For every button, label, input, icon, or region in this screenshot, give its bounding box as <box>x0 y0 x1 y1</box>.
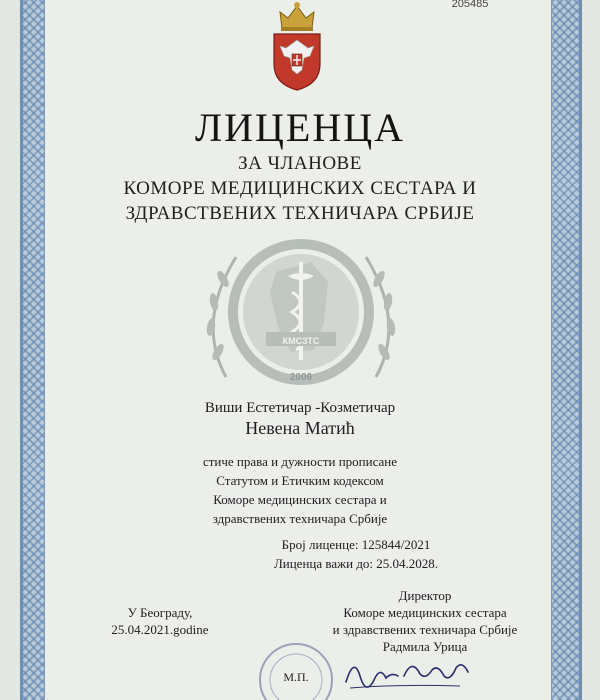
emblem-year: 2006 <box>289 372 313 383</box>
license-validity: Лиценца важи до: 25.04.2028. <box>273 556 439 571</box>
document-title: ЛИЦЕНЦА <box>195 105 405 150</box>
duties-line-3: Коморе медицинских сестара и <box>213 492 387 507</box>
duties-line-4: здравствених техничара Србије <box>212 511 388 526</box>
emblem-abbreviation: КМСЗТС <box>282 336 320 346</box>
director-signature <box>340 646 480 696</box>
subtitle-line-2: КОМОРЕ МЕДИЦИНСКИХ СЕСТАРА И <box>123 178 477 199</box>
serial-number: 205485 <box>451 0 489 10</box>
chamber-emblem-icon <box>196 232 406 392</box>
profession: Виши Естетичар -Козметичар <box>204 400 396 416</box>
holder-name: Невена Матић <box>245 418 355 438</box>
license-number: Број лиценце: 125844/2021 <box>281 537 431 552</box>
coat-of-arms-icon <box>266 0 328 92</box>
director-name: Радмила Урица <box>382 639 468 654</box>
subtitle-line-1: ЗА ЧЛАНОВЕ <box>238 153 362 174</box>
stamp-label: М.П. <box>283 670 309 684</box>
director-title: Директор <box>398 588 452 603</box>
duties-line-2: Статутом и Етичким кодексом <box>216 473 384 488</box>
issue-place: У Београду, <box>127 605 193 620</box>
duties-line-1: стиче права и дужности прописане <box>202 454 398 469</box>
director-org-line-1: Коморе медицинских сестара <box>343 605 507 620</box>
subtitle-line-3: ЗДРАВСТВЕНИХ ТЕХНИЧАРА СРБИЈЕ <box>125 203 475 224</box>
issue-date: 25.04.2021.godine <box>111 622 209 637</box>
director-org-line-2: и здравствених техничара Србије <box>332 622 518 637</box>
